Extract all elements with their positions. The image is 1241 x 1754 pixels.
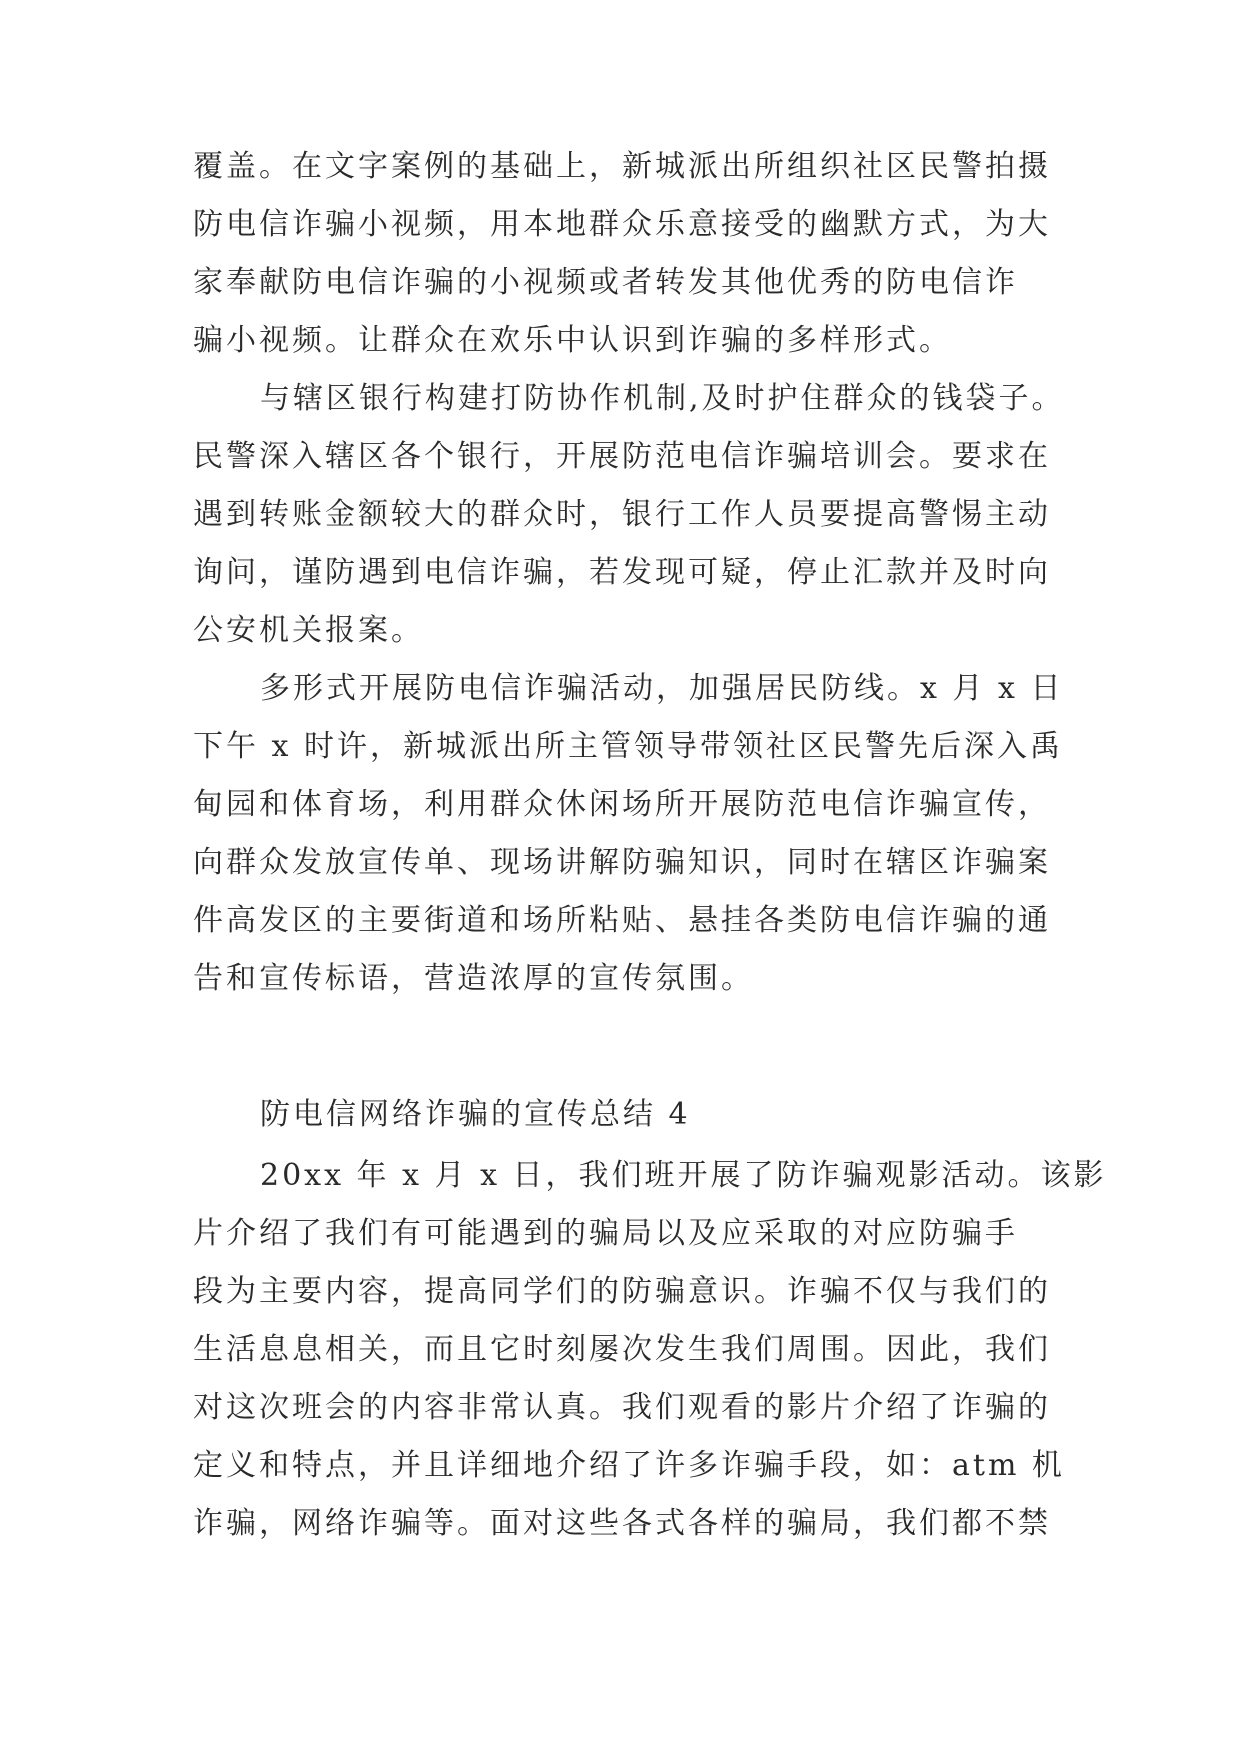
paragraph-line: 定义和特点，并且详细地介绍了许多诈骗手段，如：atm 机	[193, 1448, 1065, 1483]
paragraph-line: 对这次班会的内容非常认真。我们观看的影片介绍了诈骗的	[193, 1390, 1051, 1425]
paragraph-line: 诈骗，网络诈骗等。面对这些各式各样的骗局，我们都不禁	[193, 1506, 1051, 1541]
body-text-section-2	[193, 1147, 1107, 1553]
paragraph-line: 件高发区的主要街道和场所粘贴、悬挂各类防电信诈骗的通	[193, 903, 1051, 938]
paragraph-line: 家奉献防电信诈骗的小视频或者转发其他优秀的防电信诈	[193, 265, 1018, 300]
section-heading-block	[193, 1086, 1055, 1144]
paragraph-line: 民警深入辖区各个银行，开展防范电信诈骗培训会。要求在	[193, 439, 1051, 474]
paragraph-line: 与辖区银行构建打防协作机制,及时护住群众的钱袋子。	[260, 381, 1065, 416]
paragraph-line: 生活息息相关，而且它时刻屡次发生我们周围。因此，我们	[193, 1332, 1051, 1367]
paragraph-line: 甸园和体育场，利用群众休闲场所开展防范电信诈骗宣传，	[193, 787, 1051, 822]
paragraph-line: 段为主要内容，提高同学们的防骗意识。诈骗不仅与我们的	[193, 1274, 1051, 1309]
paragraph-line: 覆盖。在文字案例的基础上，新城派出所组织社区民警拍摄	[193, 149, 1051, 184]
paragraph-line: 下午 x 时许，新城派出所主管领导带领社区民警先后深入禹	[193, 729, 1063, 764]
paragraph-line: 公安机关报案。	[193, 613, 424, 648]
paragraph-line: 询问，谨防遇到电信诈骗，若发现可疑，停止汇款并及时向	[193, 555, 1051, 590]
paragraph-line: 向群众发放宣传单、现场讲解防骗知识，同时在辖区诈骗案	[193, 845, 1051, 880]
paragraph-line: 遇到转账金额较大的群众时，银行工作人员要提高警惕主动	[193, 497, 1051, 532]
body-text-section-1	[193, 138, 1065, 1008]
paragraph-line: 20xx 年 x 月 x 日，我们班开展了防诈骗观影活动。该影	[260, 1158, 1107, 1193]
paragraph-line: 片介绍了我们有可能遇到的骗局以及应采取的对应防骗手	[193, 1216, 1018, 1251]
section-heading: 防电信网络诈骗的宣传总结 4	[260, 1097, 691, 1132]
paragraph-line: 多形式开展防电信诈骗活动，加强居民防线。x 月 x 日	[260, 671, 1064, 706]
paragraph-line: 告和宣传标语，营造浓厚的宣传氛围。	[193, 961, 754, 996]
paragraph-line: 防电信诈骗小视频，用本地群众乐意接受的幽默方式，为大	[193, 207, 1051, 242]
paragraph-line: 骗小视频。让群众在欢乐中认识到诈骗的多样形式。	[193, 323, 952, 358]
